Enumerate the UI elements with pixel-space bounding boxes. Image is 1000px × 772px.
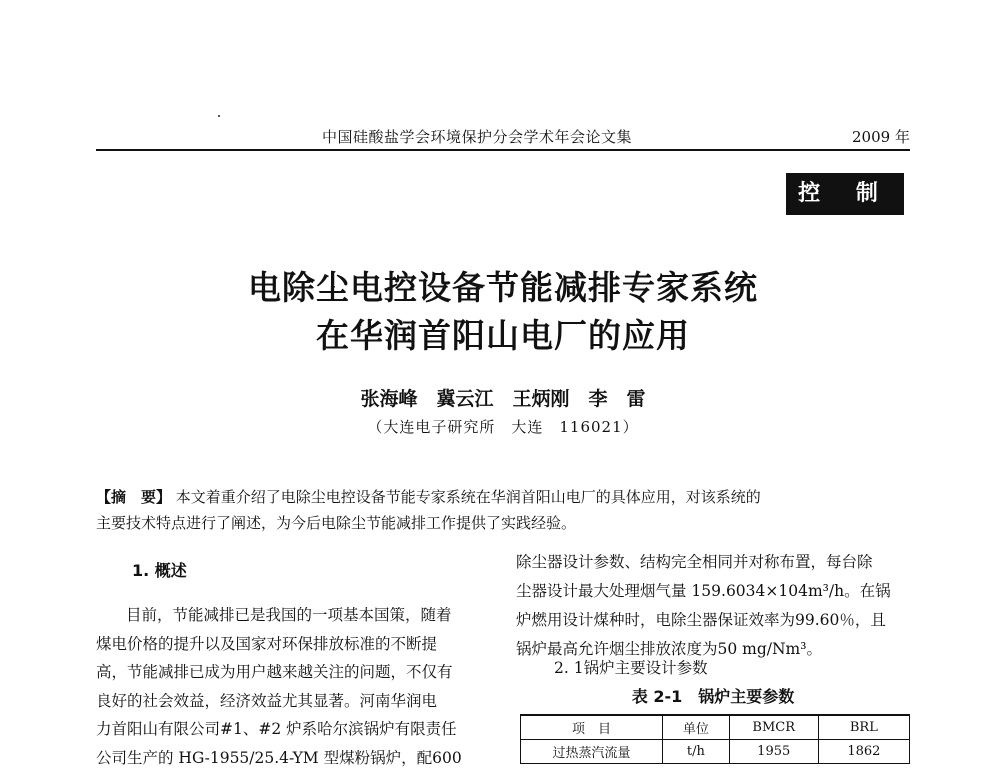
- section1-body: [96, 601, 496, 772]
- running-head-journal: 中国硅酸盐学会环境保护分会学术年会论文集: [322, 126, 632, 147]
- body-line: 炉燃用设计煤种时，电除尘器保证效率为99.60％，且: [516, 606, 916, 635]
- table-header-cell: 项 目: [521, 715, 663, 740]
- table-header-cell: 单位: [663, 715, 730, 740]
- abstract-line1: [96, 484, 910, 510]
- table-cell: 1955: [729, 740, 818, 764]
- running-head-year: 2009 年: [852, 126, 910, 147]
- authors: 张海峰 冀云江 王炳刚 李 雷: [96, 384, 910, 411]
- section-heading: 1. 概述: [132, 558, 187, 581]
- body-line: 公司生产的 HG-1955/25.4-YM 型煤粉锅炉，配600: [96, 744, 496, 772]
- abstract-label: 【摘 要】: [96, 488, 171, 506]
- abstract: [96, 484, 910, 536]
- body-line: 锅炉最高允许烟尘排放浓度为50 mg/Nm³。: [516, 635, 916, 664]
- body-line: 尘器设计最大处理烟气量 159.6034×104m³/h。在锅: [516, 577, 916, 606]
- body-line: 高，节能减排已成为用户越来越关注的问题，不仅有: [96, 658, 496, 687]
- scan-mark: [218, 115, 220, 117]
- table-header-cell: BRL: [818, 715, 909, 740]
- abstract-line2: 主要技术特点进行了阐述，为今后电除尘节能减排工作提供了实践经验。: [96, 510, 910, 536]
- affiliation: （大连电子研究所 大连 116021）: [96, 416, 910, 437]
- subsection-heading: 2. 1锅炉主要设计参数: [554, 656, 708, 678]
- right-column-body: [516, 548, 916, 664]
- body-line: 目前，节能减排已是我国的一项基本国策，随着: [96, 601, 496, 630]
- body-line: 良好的社会效益，经济效益尤其显著。河南华润电: [96, 687, 496, 716]
- table-header-cell: BMCR: [729, 715, 818, 740]
- table-cell: t/h: [663, 740, 730, 764]
- body-line: 力首阳山有限公司#1、#2 炉系哈尔滨锅炉有限责任: [96, 715, 496, 744]
- table-cell: 过热蒸汽流量: [521, 740, 663, 764]
- body-line: 除尘器设计参数、结构完全相同并对称布置，每台除: [516, 548, 916, 577]
- paper-title-line2: 在华润首阳山电厂的应用: [96, 310, 910, 357]
- header-rule: [96, 149, 910, 151]
- section-badge: 控 制: [786, 173, 904, 215]
- abstract-text1: 本文着重介绍了电除尘电控设备节能专家系统在华润首阳山电厂的具体应用，对该系统的: [176, 488, 761, 506]
- table-caption: 表 2-1 锅炉主要参数: [516, 684, 910, 707]
- body-line: 煤电价格的提升以及国家对环保排放标准的不断提: [96, 630, 496, 659]
- table-header-row: [521, 715, 910, 740]
- table-cell: 1862: [818, 740, 909, 764]
- paper-title-line1: 电除尘电控设备节能减排专家系统: [96, 262, 910, 309]
- boiler-params-table: [520, 714, 910, 764]
